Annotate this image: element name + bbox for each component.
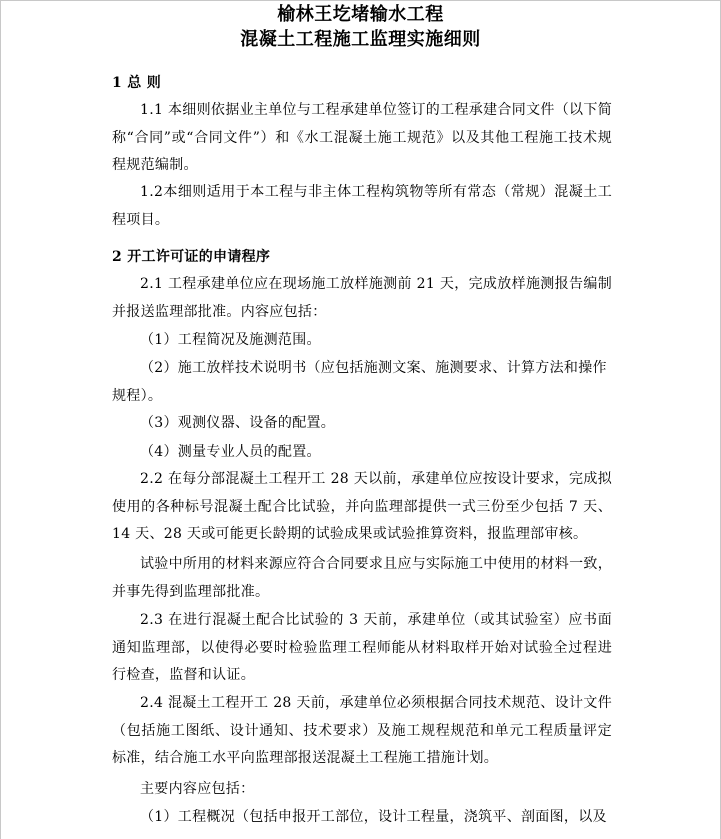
list-item-2-1-4: （4）测量专业人员的配置。 [140,444,321,460]
list-item-2-1-1: （1）工程简况及施测范围。 [140,332,321,348]
section-1-heading: 1 总 则 [112,75,161,91]
list-item-2-4-1: （1）工程概况（包括申报开工部位，设计工程量，浇筑平、剖面图，以及 [140,809,607,825]
paragraph-1-1: 1.1 本细则依据业主单位与工程承建单位签订的工程承建合同文件（以下简称“合同”或“合同文件”）和《水工混凝土施工规范》以及其他工程施工技术规程规范编制。 [112,102,612,173]
list-item-2-1-3: （3）观测仪器、设备的配置。 [140,415,336,431]
section-2-heading: 2 开工许可证的申请程序 [112,249,271,265]
paragraph-2-1: 2.1 工程承建单位应在现场施工放样施测前 21 天，完成放样施测报告编制并报送监理部批准。内容应包括： [112,276,612,320]
document-title-line1: 榆林王圪堵输水工程 [277,4,444,25]
paragraph-2-4: 2.4 混凝土工程开工 28 天前，承建单位必须根据合同技术规范、设计文件（包括施工图纸、设计通知、技术要求）及施工规程规范和单元工程质量评定标准，结合施工水平向监理部报送混凝土工程施工措施计划。 [112,695,612,766]
paragraph-2-3: 2.3 在进行混凝土配合比试验的 3 天前，承建单位（或其试验室）应书面通知监理部，以使得必要时检验监理工程师能从材料取样开始对试验全过程进行检查，监督和认证。 [112,612,612,683]
paragraph-2-2-materials: 试验中所用的材料来源应符合合同要求且应与实际施工中使用的材料一致，并事先得到监理部批准。 [112,556,612,600]
page-border-left [0,0,1,839]
document-title-line2: 混凝土工程施工监理实施细则 [240,29,481,50]
paragraph-1-2: 1.2本细则适用于本工程与非主体工程构筑物等所有常态（常规）混凝土工程项目。 [112,184,612,228]
page-border-top [0,0,721,1]
paragraph-2-4-contents: 主要内容应包括： [140,781,255,797]
list-item-2-1-2: （2）施工放样技术说明书（应包括施测文案、施测要求、计算方法和操作规程）。 [112,360,607,404]
paragraph-2-2: 2.2 在每分部混凝土工程开工 28 天以前，承建单位应按设计要求，完成拟使用的各种标号混凝土配合比试验，并向监理部提供一式三份至少包括 7 天、14 天、28 天或可能更长龄期的试验成果或试验推算资料，报监理部审核。 [112,471,612,542]
